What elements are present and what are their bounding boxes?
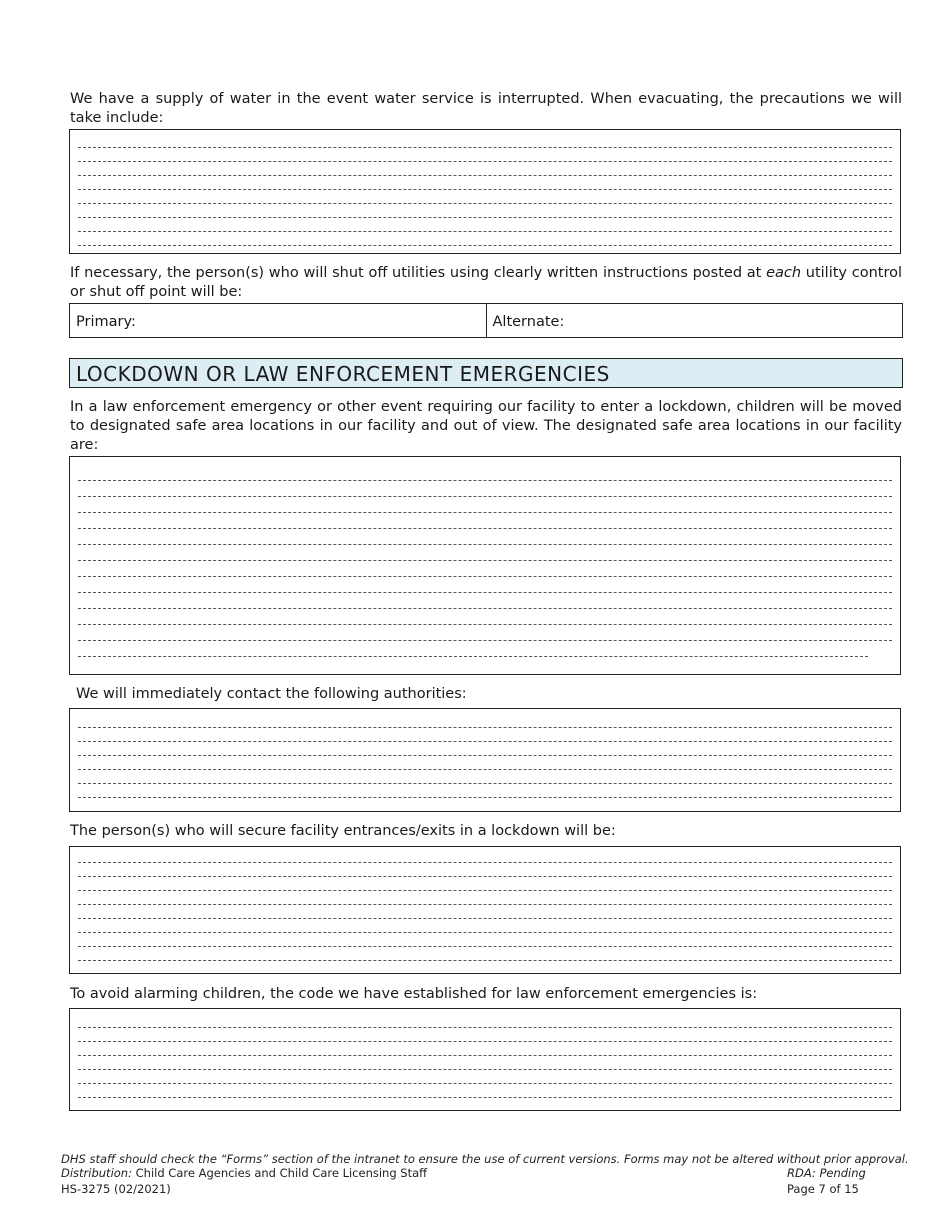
footer-distribution [61, 1166, 427, 1181]
distribution-value: Child Care Agencies and Child Care Licensing Staff [131, 1166, 428, 1180]
alternate-label: Alternate: [492, 314, 565, 330]
utilities-prompt-part2: utility control or shut off point will be: [70, 265, 902, 300]
safe-area-field[interactable] [69, 456, 901, 675]
utilities-prompt-emphasis: each [766, 265, 802, 281]
form-number: HS-3275 (02/2021) [61, 1182, 171, 1196]
secure-entrances-field[interactable] [69, 846, 901, 974]
secure-entrances-prompt: The person(s) who will secure facility entrances/exits in a lockdown will be: [70, 823, 616, 839]
alternate-field[interactable] [487, 304, 903, 337]
primary-field[interactable] [70, 304, 487, 337]
authorities-field[interactable] [69, 708, 901, 812]
authorities-prompt: We will immediately contact the following authorities: [76, 686, 467, 702]
water-precautions-field[interactable] [69, 129, 901, 254]
footer-notice-text: DHS staff should check the “Forms” section of the intranet to ensure the use of current versions. Forms may not be altered without prior approval. [61, 1152, 909, 1166]
emergency-code-field[interactable] [69, 1008, 901, 1111]
rda-status [787, 1166, 866, 1181]
utilities-prompt-part1: If necessary, the person(s) who will shut off utilities using clearly written instructions posted at [70, 265, 767, 281]
water-precautions-prompt: We have a supply of water in the event water service is interrupted. When evacuating, the precautions we will take include: [70, 91, 902, 126]
primary-label: Primary: [76, 314, 136, 330]
page-number: Page 7 of 15 [787, 1182, 859, 1196]
utilities-table [69, 303, 903, 338]
emergency-code-prompt: To avoid alarming children, the code we have established for law enforcement emergencies is: [70, 986, 758, 1002]
distribution-label: Distribution: [61, 1166, 132, 1180]
rda-text: RDA: Pending [787, 1166, 866, 1180]
lockdown-section-header: LOCKDOWN OR LAW ENFORCEMENT EMERGENCIES [69, 358, 903, 388]
footer-notice [61, 1152, 909, 1167]
utilities-prompt [70, 264, 902, 302]
safe-area-prompt: In a law enforcement emergency or other event requiring our facility to enter a lockdown, children will be moved to designated safe area locations in our facility and out of view. The designated safe area locations in our facility are: [70, 399, 902, 453]
